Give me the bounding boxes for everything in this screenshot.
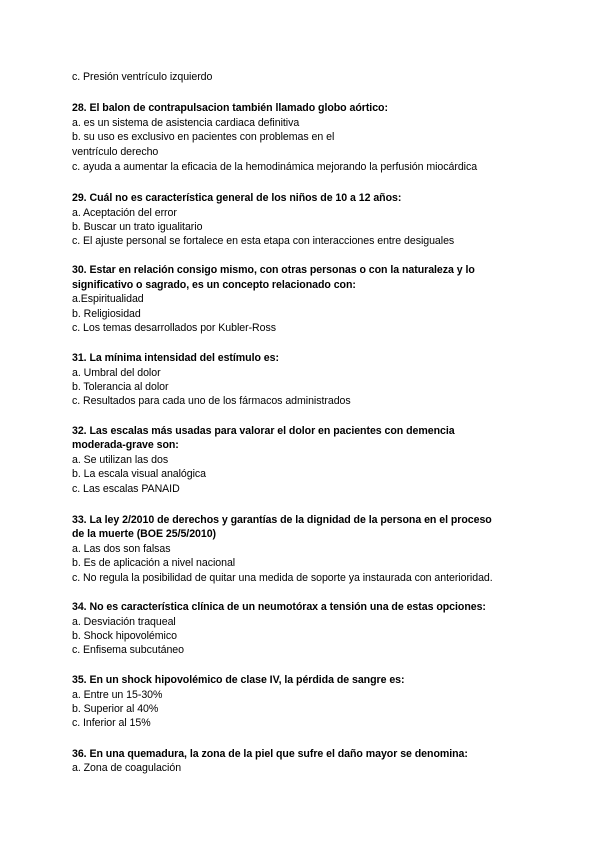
- option-text: c. Los temas desarrollados por Kubler-Ross: [72, 322, 276, 334]
- option-text: a. Las dos son falsas: [72, 543, 171, 555]
- question-text: 31. La mínima intensidad del estímulo es:: [72, 352, 279, 364]
- question-text: 33. La ley 2/2010 de derechos y garantías de la dignidad de la persona en el proceso: [72, 514, 492, 526]
- option-text: a. es un sistema de asistencia cardiaca definitiva: [72, 117, 300, 129]
- option-text: b. La escala visual analógica: [72, 468, 207, 480]
- question-text: 28. El balon de contrapulsacion también llamado globo aórtico:: [72, 102, 388, 114]
- option-text: c. Inferior al 15%: [72, 717, 151, 729]
- question-text: de la muerte (BOE 25/5/2010): [72, 528, 217, 540]
- option-text: c. Resultados para cada uno de los fármacos administrados: [72, 395, 351, 407]
- question-text: 34. No es característica clínica de un neumotórax a tensión una de estas opciones:: [72, 601, 486, 613]
- option-text: c. Enfisema subcutáneo: [72, 644, 184, 656]
- option-text: ventrículo derecho: [72, 146, 159, 158]
- option-text: a. Zona de coagulación: [72, 762, 182, 774]
- option-text: a. Umbral del dolor: [72, 367, 161, 379]
- option-text: b. Shock hipovolémico: [72, 630, 177, 642]
- question-text: significativo o sagrado, es un concepto relacionado con:: [72, 279, 356, 291]
- option-text: b. su uso es exclusivo en pacientes con problemas en el: [72, 131, 335, 143]
- question-text: 35. En un shock hipovolémico de clase IV, la pérdida de sangre es:: [72, 674, 405, 686]
- question-text: 29. Cuál no es característica general de los niños de 10 a 12 años:: [72, 192, 402, 204]
- question-text: 30. Estar en relación consigo mismo, con otras personas o con la naturaleza y lo: [72, 264, 475, 276]
- option-text: b. Es de aplicación a nivel nacional: [72, 557, 236, 569]
- option-text: a. Desviación traqueal: [72, 616, 176, 628]
- option-text: a.Espiritualidad: [72, 293, 144, 305]
- option-text: c. El ajuste personal se fortalece en esta etapa con interacciones entre desiguales: [72, 235, 455, 247]
- option-text: c. ayuda a aumentar la eficacia de la hemodinámica mejorando la perfusión miocárdica: [72, 161, 478, 173]
- question-text: 36. En una quemadura, la zona de la piel que sufre el daño mayor se denomina:: [72, 748, 468, 760]
- option-text: b. Buscar un trato igualitario: [72, 221, 203, 233]
- option-text: b. Religiosidad: [72, 308, 141, 320]
- option-text: a. Entre un 15-30%: [72, 689, 163, 701]
- option-text: a. Aceptación del error: [72, 207, 177, 219]
- option-text: b. Tolerancia al dolor: [72, 381, 169, 393]
- question-text: moderada-grave son:: [72, 439, 179, 451]
- option-text: b. Superior al 40%: [72, 703, 159, 715]
- option-text: c. Presión ventrículo izquierdo: [72, 71, 213, 83]
- option-text: a. Se utilizan las dos: [72, 454, 169, 466]
- option-text: c. Las escalas PANAID: [72, 483, 180, 495]
- option-text: c. No regula la posibilidad de quitar una medida de soporte ya instaurada con anterioridad.: [72, 572, 493, 584]
- question-text: 32. Las escalas más usadas para valorar el dolor en pacientes con demencia: [72, 425, 455, 437]
